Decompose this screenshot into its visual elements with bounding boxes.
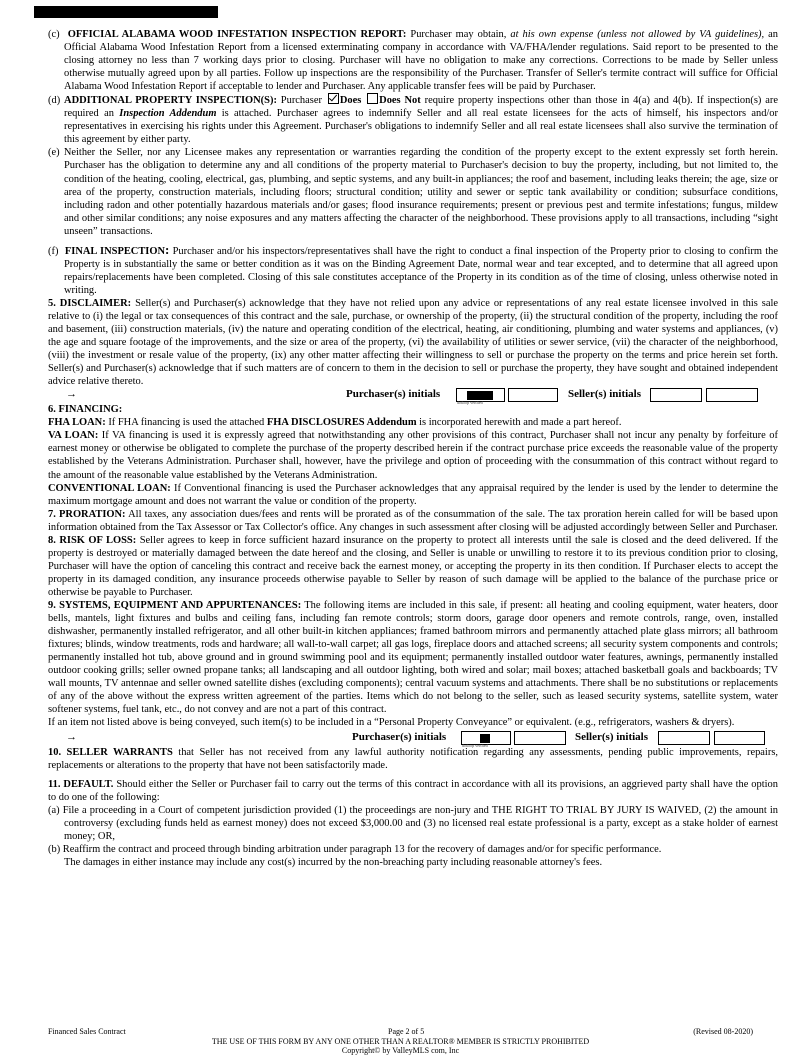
section-4f: (f) FINAL INSPECTION: Purchaser and/or his inspectors/representatives shall have the right to conduct a final inspection of the Property prior to closing to confirm the Property is in substantially the same or better condition as it was on the Binding Agreement Date, normal wear and tear excepted, and to determine that all agreed upon repairs/replacements have been completed. Closing of this sale constitutes acceptance of the Property in its condition as of the time of closing, unless otherwise noted in writing.	[48, 241, 779, 296]
purchaser-initials-label: Purchaser(s) initials	[352, 731, 447, 744]
seller-initials-label: Seller(s) initials	[575, 731, 649, 744]
section-11a: (a) File a proceeding in a Court of competent jurisdiction provided (1) the proceedings are non-jury and THE RIGHT TO TRIAL BY JURY IS WAIVED, (2) the amount in controversy (excluding funds held as earnest money) does not exceed $3,000.00 and (3) no licensed real estate professional is a party, except as a stake holder of earnest money; OR,	[48, 804, 779, 842]
section-8-title: 8. RISK OF LOSS:	[48, 534, 137, 546]
seller-initials-box-1[interactable]	[650, 388, 702, 402]
va-loan: VA LOAN: If VA financing is used it is expressly agreed that notwithstanding any other provisions of this contract, Purchaser shall not incur any penalty by forfeiture of earnest money or otherwise be obligated to complete the purchase of the property described herein if the contract purchase price exceeds the reasonable value of the property established by the Veterans Administration. Purchaser shall, however, have the privilege and option of proceeding with the consummation of this contract without regard to the amount of the reasonable value established by the Veterans Administration.	[48, 430, 778, 481]
section-4f-title: FINAL INSPECTION	[64, 245, 166, 257]
does-checkbox[interactable]	[328, 93, 339, 104]
conventional-loan: CONVENTIONAL LOAN: If Conventional financing is used the Purchaser acknowledges that any appraisal required by the lender is used by the lender to determine the maximum mortgage amount and does not warrant the value or condition of the property.	[48, 482, 778, 507]
arrow-icon: →	[66, 388, 77, 401]
purchaser-initials-box-1[interactable]: dotloop verified	[461, 731, 511, 745]
seller-initials-box-2[interactable]	[714, 731, 765, 745]
purchaser-initials-box-1[interactable]: dotloop verified	[456, 388, 505, 402]
seller-initials-label: Seller(s) initials	[568, 388, 642, 401]
section-5-title: 5. DISCLAIMER:	[48, 297, 132, 309]
fha-loan: FHA LOAN: If FHA financing is used the attached FHA DISCLOSURES Addendum is incorporated herewith and made a part hereof.	[48, 417, 622, 429]
initials-row-2	[48, 731, 778, 749]
form-name: Financed Sales Contract	[48, 1027, 126, 1036]
initials-signature	[467, 391, 493, 400]
section-4d-title: ADDITIONAL PROPERTY INSPECTION(S):	[64, 95, 277, 107]
section-4c-title: OFFICIAL ALABAMA WOOD INFESTATION INSPECTION REPORT:	[67, 29, 407, 40]
contract-page	[48, 28, 778, 869]
page-number: Page 2 of 5	[388, 1027, 425, 1036]
arrow-icon: →	[66, 731, 77, 744]
section-4e: (e) Neither the Seller, nor any Licensee makes any representation or warranties regarding the condition of the property except to the extent expressly set forth herein. Purchaser has the obligation to determine any and all conditions of the property material to Purchaser's decision to buy the property, including, but not limited to, the condition of the heating, cooling, electrical, gas, plumbing, and septic systems, and any built-in appliances; the roof and basement, including leaks therein; the age, size or area of the property, construction materials, including floors; structural condition; utility and sewer or septic tank availability or condition; subsurface conditions, including radon and other potentially hazardous materials and/or gases; flood insurance requirements; present or previous pest and termite infestations; fungus, mildew and other similar conditions; any noise exposures and any matters affecting the character of the neighborhood. These provisions apply to all transactions, including “sight unseen” transactions.	[48, 147, 778, 237]
section-5: 5. DISCLAIMER: Seller(s) and Purchaser(s) acknowledge that they have not relied upon any advice or representations of any real estate licensee involved in this sale relative to (i) the legal or tax consequences of this contract and the sale, purchase, or ownership of the property, (ii) the structural condition of the property, including the roof and basement, (iii) construction materials, (iv) the nature and operating condition of the electrical, heating, air conditioning, plumbing and water systems and appliances, (v) the age and square footage of the improvements, and the size or area of the property, (vi) the availability of utilities or sewer service, (vii) the character of the neighborhood, (viii) the investment or resale value of the property, (ix) any other matter affecting their willingness to sell or purchase the property on the terms and price herein set forth. Seller(s) and Purchaser(s) acknowledge that if such matters are of concern to them in the decision to sell or purchase the property, they have sought and obtained independent advice relative thereto.	[48, 297, 778, 388]
section-7-title: 7. PRORATION:	[48, 508, 126, 520]
section-9-title: 9. SYSTEMS, EQUIPMENT AND APPURTENANCES:	[48, 599, 302, 611]
section-4d: (d) ADDITIONAL PROPERTY INSPECTION(S): Purchaser Does Does Not require property inspections other than those in 4(a) and 4(b). If inspection(s) are required an Inspection Addendum is attached. Purchaser agrees to indemnify Seller and all real estate licensees for the acts of himself, his inspectors and/or representatives in exercising his rights under this Agreement. Purchaser's obligations to indemnify Seller and all real estate licensees shall also survive the termination of this agreement by either party.	[48, 95, 779, 146]
section-6	[48, 403, 778, 416]
copyright: Copyright© by ValleyMLS com, Inc	[341, 1046, 460, 1055]
seller-initials-box-2[interactable]	[706, 388, 758, 402]
section-10: 10. SELLER WARRANTS that Seller has not received from any lawful authority notification regarding any assessments, pending public improvements, repairs, replacements or alterations to the property that have not been satisfactorily made.	[48, 747, 778, 772]
usage-notice: THE USE OF THIS FORM BY ANY ONE OTHER THAN A REALTOR® MEMBER IS STRICTLY PROHIBITED	[211, 1037, 590, 1046]
section-6-title: 6. FINANCING:	[48, 404, 123, 416]
section-11: 11. DEFAULT. Should either the Seller or Purchaser fail to carry out the terms of this contract in accordance with all its provisions, an aggrieved party shall have the option to do one of the following:	[48, 778, 778, 803]
initials-signature	[480, 734, 490, 743]
purchaser-initials-box-2[interactable]	[514, 731, 566, 745]
purchaser-initials-box-2[interactable]	[508, 388, 558, 402]
section-9: 9. SYSTEMS, EQUIPMENT AND APPURTENANCES: The following items are included in this sale, if present: all heating and cooling equipment, water heaters, door bells, mantels, light fixtures and bulbs and ceiling fans, including fan remote controls; storm doors, garage door openers and remote controls, range, oven, installed dishwasher, permanently installed refrigerator, and all other built-in kitchen appliances; framed bathroom mirrors and permanently attached plate glass mirrors; all bathroom fixtures; blinds, window treatments, rods and hardware; all wall-to-wall carpet; all gas logs, fireplace doors and attached screens; all security system components and controls; permanently installed hot tub, above ground and in ground swimming pool and its equipment; permanently installed outdoor water features, awnings, permanently installed outdoor cooking grills; seller owned propane tanks; all landscaping and all outdoor lighting, both wired and solar; mail boxes; attached basketball goals and backboards; TV wall mounts, TV antennae and seller owned satellite dishes (excluding components); central vacuum systems and attachments. There shall be no substitutions or replacements of any of the above without the express written agreement of the parties. Items which do not belong to the seller, such as leased security systems, satellite system, water softener systems, fuel tank, etc., do not convey and are not a part of this contract.	[48, 599, 779, 716]
redaction-bar	[34, 6, 218, 18]
section-11-damages: The damages in either instance may include any cost(s) incurred by the non-breaching party including reasonable attorney's fees.	[64, 856, 603, 868]
section-7: 7. PRORATION: All taxes, any association dues/fees and rents will be prorated as of the consummation of the sale. The tax proration herein called for will be based upon information obtained from the Tax Assessor or Tax Collector's office. Any changes in such assessment after closing will be adjusted accordingly between Seller and Purchaser.	[48, 508, 778, 533]
section-10-title: 10. SELLER WARRANTS	[48, 747, 173, 759]
section-11b: (b) Reaffirm the contract and proceed through binding arbitration under paragraph 13 for the recovery of damages and/or for specific performance.	[48, 843, 662, 855]
does-not-checkbox[interactable]	[367, 93, 378, 104]
initials-row-1	[48, 388, 778, 406]
purchaser-initials-label: Purchaser(s) initials	[346, 388, 441, 401]
section-4c: (c) OFFICIAL ALABAMA WOOD INFESTATION INSPECTION REPORT: Purchaser may obtain, at his own expense (unless not allowed by VA guidelines), an Official Alabama Wood Infestation Report from a licensed exterminating company in accordance with VA/FHA/lender regulations. Said report to be presented to the closing attorney no less than 7 working days prior to closing. Purchaser will have no obligation to make any corrections. Corrections to be made by Seller unless otherwise mutually agreed upon by all parties. Follow up inspections are the responsibility of the Purchaser. Transfer of Seller's termite contract will suffice for Official Alabama Wood Infestation Report if acceptable to lender and Purchaser. Any applicable transfer fees will be paid by Purchaser.	[48, 29, 779, 93]
section-9-personal-property: If an item not listed above is being conveyed, such item(s) to be included in a “Personal Property Conveyance” or equivalent. (e.g., refrigerators, washers & dryers).	[48, 717, 735, 729]
revision-date: (Revised 08-2020)	[693, 1027, 753, 1036]
section-8: 8. RISK OF LOSS: Seller agrees to keep in force sufficient hazard insurance on the property to protect all interests until the sale is closed and the deed delivered. If the property is destroyed or materially damaged between the date hereof and the closing, and Seller is unable or unwilling to restore it to its previous condition prior to closing, Purchaser will have the option of canceling this contract and receive back the earnest money, or accepting the property in its then condition. If Purchaser elects to accept the property in its damaged condition, any insurance proceeds otherwise payable to Seller by reason of such damage will be applied to the balance of the purchase price or otherwise be payable to Purchaser.	[48, 534, 778, 598]
seller-initials-box-1[interactable]	[658, 731, 710, 745]
section-11-title: 11. DEFAULT.	[48, 778, 114, 790]
